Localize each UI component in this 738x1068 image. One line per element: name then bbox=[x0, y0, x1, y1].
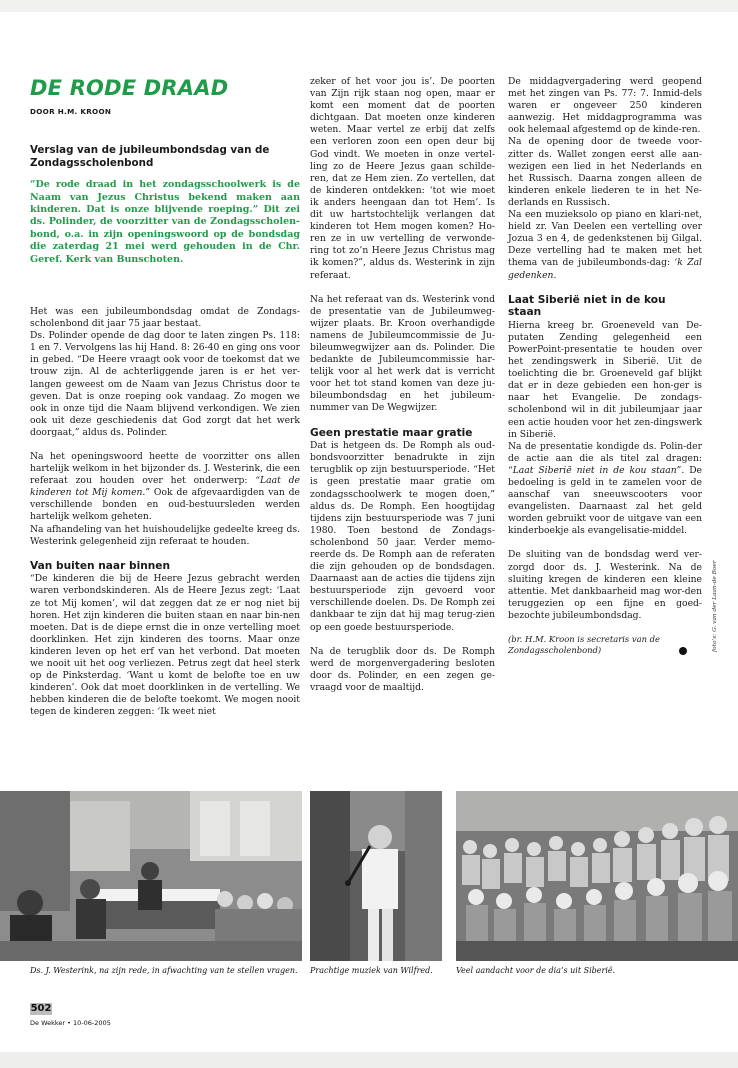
paragraph: De middagvergadering werd geopend met het zingen van Ps. 77: 7. Inmid-dels waren er ongeveer 250 kinderen aanwezig. Het middagprogramma was ook helemaal afgestemd op de kinde-ren. bbox=[508, 76, 702, 136]
paragraph-text: Na een muzieksolo op piano en klari-net, hield zr. Van Deelen een vertelling over Jozua 3 en 4, de gedenkstenen bij Gilgal. Deze vertelling had te maken met het thema van de jubileumbonds-dag: bbox=[508, 209, 702, 269]
author-note-text: (br. H.M. Kroon is secretaris van de Zondagsscholenbond) bbox=[508, 634, 660, 656]
paragraph: Hierna kreeg br. Groeneveld van De-putaten Zending gelegenheid een PowerPoint-presentatie te houden over het zendingswerk in Siberië. Uit de toelichting die br. Groeneveld gaf blijkt dat er in deze gebieden een hon-ger is naar het Evangelie. De zondags-scholenbond wil in dit jubileumjaar jaar een actie houden voor het zen-dingswerk in Siberië. bbox=[508, 319, 702, 440]
paragraph: Na het referaat van ds. Westerink vond de presentatie van de Jubileumweg-wijzer plaats. Br. Kroon overhandigde namens de Jubileumcommissie de Ju-bileumwegwijzer aan ds. Polinder. Die bedankte de Jubileumcommissie har-telijk voor al het werk dat is verricht voor het tot stand komen van deze ju-bileumbondsdag en het jubileum-nummer van De Wegwijzer. bbox=[310, 293, 495, 414]
article-subtitle: Verslag van de jubileumbondsdag van de Zondagsscholenbond bbox=[30, 144, 270, 169]
top-margin-band bbox=[0, 0, 738, 12]
paragraph: Na de terugblik door ds. De Romph werd de morgenvergadering besloten door ds. Polinder, en een zegen ge-vraagd voor de maaltijd. bbox=[310, 645, 495, 693]
photo-caption: Veel aandacht voor de dia’s uit Siberië. bbox=[456, 966, 616, 975]
photo-clarinet-player-image bbox=[310, 791, 442, 961]
paragraph: zeker of het voor jou is’. De poorten van Zijn rijk staan nog open, maar er komt een moment dat de poorten dichtgaan. Dat moeten onze kinderen weten. Maar vertel ze erbij dat zelfs een verloren zoon een open deur bij God vindt. We moeten in onze vertel-ling zo de Heere Jezus gaan schilde-ren, dat ze Hem zien. Zo vertellen, dat de kinderen ontdekken: ‘tot wie moet ik anders heengaan dan tot Hem’. Is dit uw hartstochtelijk verlangen dat kinderen tot Hem mogen komen? Ho-ren ze in uw vertelling de verwonde-ring tot zo’n Heere Jezus Christus mag ik komen?”, aldus ds. Westerink in zijn referaat. bbox=[310, 76, 495, 281]
paragraph: “De kinderen die bij de Heere Jezus gebracht werden waren verbondskinderen. Als de Heere Jezus zegt: ‘Laat ze tot Mij komen’, wil dat zeggen dat ze er nog niet bij horen. Het zijn kinderen die buiten staan en naar bin-nen moeten. Dat is de diepe ernst die in onze vertelling moet doorklinken. Het zijn kinderen des toorns. Maar onze kinderen leven op het erf van het verbond. Dat moeten we nooit uit het oog verliezen. Petrus zegt dat heel sterk op de Pinksterdag. ‘Want u komt de belofte toe en uw kinderen’. Ook dat moet doorklinken in de vertelling. We hebben kinderen die de belofte toekomt. We mogen nooit tegen de kinderen zeggen: ‘Ik weet niet bbox=[30, 573, 300, 718]
photo-clarinet-player bbox=[310, 791, 442, 961]
paragraph-text: Na het openingswoord heette de voorzitter ons allen hartelijk welkom in het bijzonder ds. J. Westerink, die een referaat zou houden over het onderwerp: “ bbox=[30, 450, 300, 487]
column-2 bbox=[310, 76, 495, 706]
paragraph bbox=[30, 451, 300, 524]
paragraph: Na de opening door de tweede voor-zitter ds. Wallet zongen eerst alle aan-wezigen een lied in het Nederlands en het Russisch. Daarna zongen alleen de kinderen enkele liederen te in het Ne-derlands en Russisch. bbox=[508, 136, 702, 208]
author-note bbox=[508, 634, 702, 656]
photo-meeting-room-image bbox=[0, 791, 302, 961]
article-byline: DOOR H.M. KROON bbox=[30, 107, 112, 116]
column-1 bbox=[30, 76, 300, 730]
paragraph bbox=[508, 441, 702, 538]
paragraph-text: Na de presentatie kondigde ds. Polin-der de actie aan die als titel zal dragen: “ bbox=[508, 440, 702, 476]
column-3 bbox=[508, 76, 702, 668]
quoted-title: Laat de kinderen tot Mij komen bbox=[30, 475, 300, 499]
paragraph bbox=[508, 209, 702, 282]
paragraph: Na afhandeling van het huishoudelijke gedeelte kreeg ds. Westerink gelegenheid zijn referaat te houden. bbox=[30, 523, 300, 547]
quoted-title: ‘k Zal gedenken. bbox=[508, 257, 702, 281]
quoted-title: Laat Siberië niet in de kou staan bbox=[512, 464, 677, 476]
article-title: DE RODE DRAAD bbox=[30, 76, 229, 100]
photo-audience-image bbox=[456, 791, 738, 961]
photo-caption: Prachtige muziek van Wilfred. bbox=[310, 966, 433, 975]
end-mark-icon bbox=[679, 647, 687, 655]
publication-footer: De Wekker • 10-06-2005 bbox=[30, 1019, 111, 1027]
section-heading: Laat Siberië niet in de kou staan bbox=[508, 293, 666, 319]
page-number: 502 bbox=[30, 1003, 52, 1014]
bottom-margin-band bbox=[0, 1052, 738, 1068]
section-heading: Geen prestatie maar gratie bbox=[310, 426, 473, 439]
photo-caption: Ds. J. Westerink, na zijn rede, in afwachting van te stellen vragen. bbox=[30, 966, 298, 975]
paragraph: Dat is hetgeen ds. De Romph als oud-bondsvoorzitter benadrukte in zijn terugblik op zijn bestuursperiode. “Het is geen prestatie maar gratie om zondagsschoolwerk te mogen doen,” aldus ds. De Romph. Een hoogtijdag tijdens zijn bestuursperiode was 7 juni 1980. Toen bestond de Zondags-scholenbond 50 jaar. Verder memo-reerde ds. De Romph aan de referaten die zijn gehouden op de bondsdagen. Daarnaast aan de acties die tijdens zijn bestuursperiode zijn gevoerd voor verschillende doelen. Ds. De Romph zei dankbaar te zijn dat hij mag terug-zien op een goede bestuursperiode. bbox=[310, 440, 495, 633]
paragraph-text: .” Ook de afgevaardigden van de verschillende bonden en oud-bestuursleden werden hartelijk welkom geheten. bbox=[30, 487, 300, 523]
article-intro: “De rode draad in het zondagsschoolwerk is de Naam van Jezus Christus bekend maken aan kinderen. Dat is onze blijvende roeping.” Dit zei ds. Polinder, de voorzitter van de Zondagsscholen-bond, o.a. in zijn openingswoord op de bondsdag die zaterdag 21 mei werd gehouden in de Chr. Geref. Kerk van Bunschoten. bbox=[30, 179, 300, 265]
paragraph-text: ”. De bedoeling is geld in te zamelen voor de aanschaf van sneeuwscooters voor evangelisten. Daarnaast zal het geld worden gebruikt voor de uitgave van een kinderboekje als evangelisatie-middel. bbox=[508, 464, 702, 537]
section-heading: Van buiten naar binnen bbox=[30, 559, 171, 572]
photo-audience bbox=[456, 791, 738, 961]
paragraph: De sluiting van de bondsdag werd ver-zorgd door ds. J. Westerink. Na de sluiting kregen de kinderen een kleine attentie. Met dankbaarheid mag wor-den teruggezien op een fijne en goed-bezochte jubileumbondsdag. bbox=[508, 549, 702, 621]
photo-meeting-room bbox=[0, 791, 302, 961]
paragraph: Het was een jubileumbondsdag omdat de Zondags-scholenbond dit jaar 75 jaar bestaat. bbox=[30, 305, 300, 330]
photo-credit: foto’s: G. van der Laan-de Boer bbox=[712, 560, 718, 652]
paragraph: Ds. Polinder opende de dag door te laten zingen Ps. 118: 1 en 7. Vervolgens las hij Hand. 8: 26-40 en ging ons voor in gebed. “De Heere vraagt ook voor de toekomst dat we trouw zijn. Al de achterliggende jaren is er het ver-langen geweest om de Naam van Jezus Christus door te geven. Dat is onze roeping ook vandaag. Zo mogen we ook in onze tijd die Naam blijvend verkondigen. We zien ook uit deze geschiedenis dat God zorgt dat het werk doorgaat,” aldus ds. Polinder. bbox=[30, 330, 300, 438]
